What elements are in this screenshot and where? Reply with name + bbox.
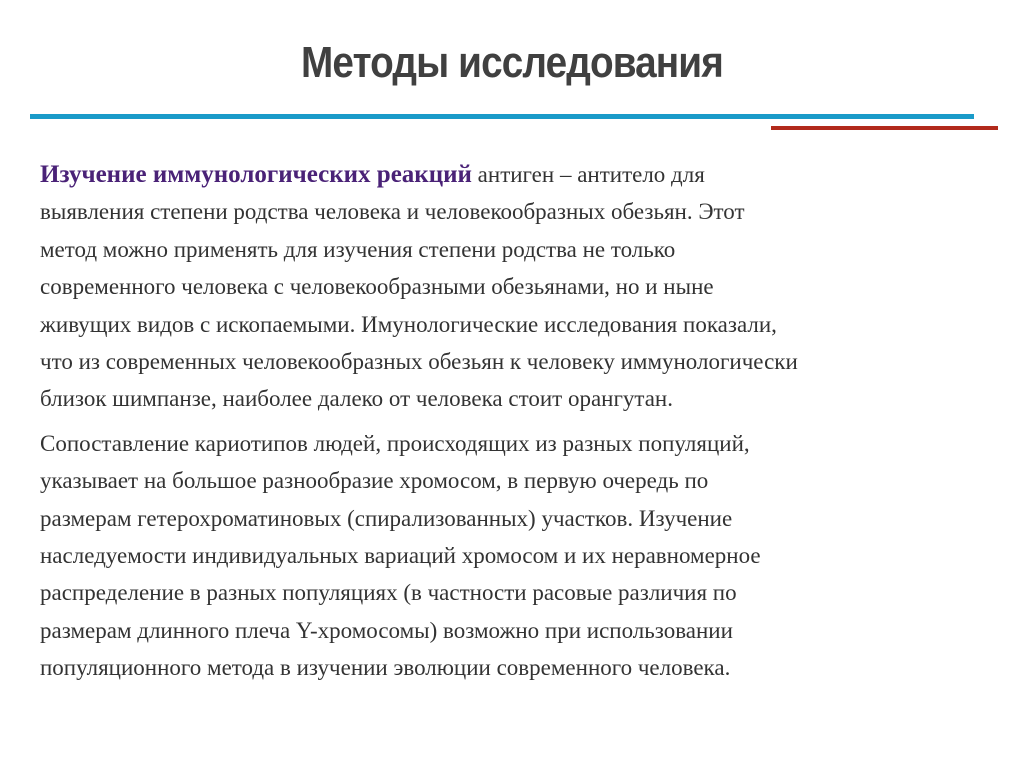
title-divider-blue <box>30 114 974 119</box>
paragraph-line: размерам длинного плеча Y-хромосомы) возможно при использовании <box>40 617 733 643</box>
paragraph-karyotype <box>40 425 990 687</box>
paragraph-line: антиген – антитело для <box>471 162 705 187</box>
paragraph-line: современного человека с человекообразными обезьянами, но и ныне <box>40 274 714 300</box>
slide-title: Методы исследования <box>301 38 723 87</box>
paragraph-line: Сопоставление кариотипов людей, происходящих из разных популяций, <box>40 430 750 456</box>
paragraph-line: указывает на большое разнообразие хромосом, в первую очередь по <box>40 468 709 494</box>
title-divider-red <box>771 126 998 130</box>
slide-body <box>40 156 990 687</box>
paragraph-line: распределение в разных популяциях (в частности расовые различия по <box>40 580 737 606</box>
paragraph-immunology <box>40 156 990 418</box>
paragraph-line: живущих видов с ископаемыми. Имунологические исследования показали, <box>40 311 777 337</box>
paragraph-line: что из современных человекообразных обезьян к человеку иммунологически <box>40 349 798 375</box>
paragraph-line: наследуемости индивидуальных вариаций хромосом и их неравномерное <box>40 543 761 569</box>
paragraph-line: популяционного метода в изучении эволюции современного человека. <box>40 655 731 681</box>
paragraph-line: метод можно применять для изучения степени родства не только <box>40 236 676 262</box>
paragraph-heading-highlight: Изучение иммунологических реакций <box>40 161 472 188</box>
paragraph-line: размерам гетерохроматиновых (спирализованных) участков. Изучение <box>40 505 733 531</box>
paragraph-line: выявления степени родства человека и человекообразных обезьян. Этот <box>40 199 745 225</box>
paragraph-line: близок шимпанзе, наиболее далеко от человека стоит орангутан. <box>40 386 673 412</box>
